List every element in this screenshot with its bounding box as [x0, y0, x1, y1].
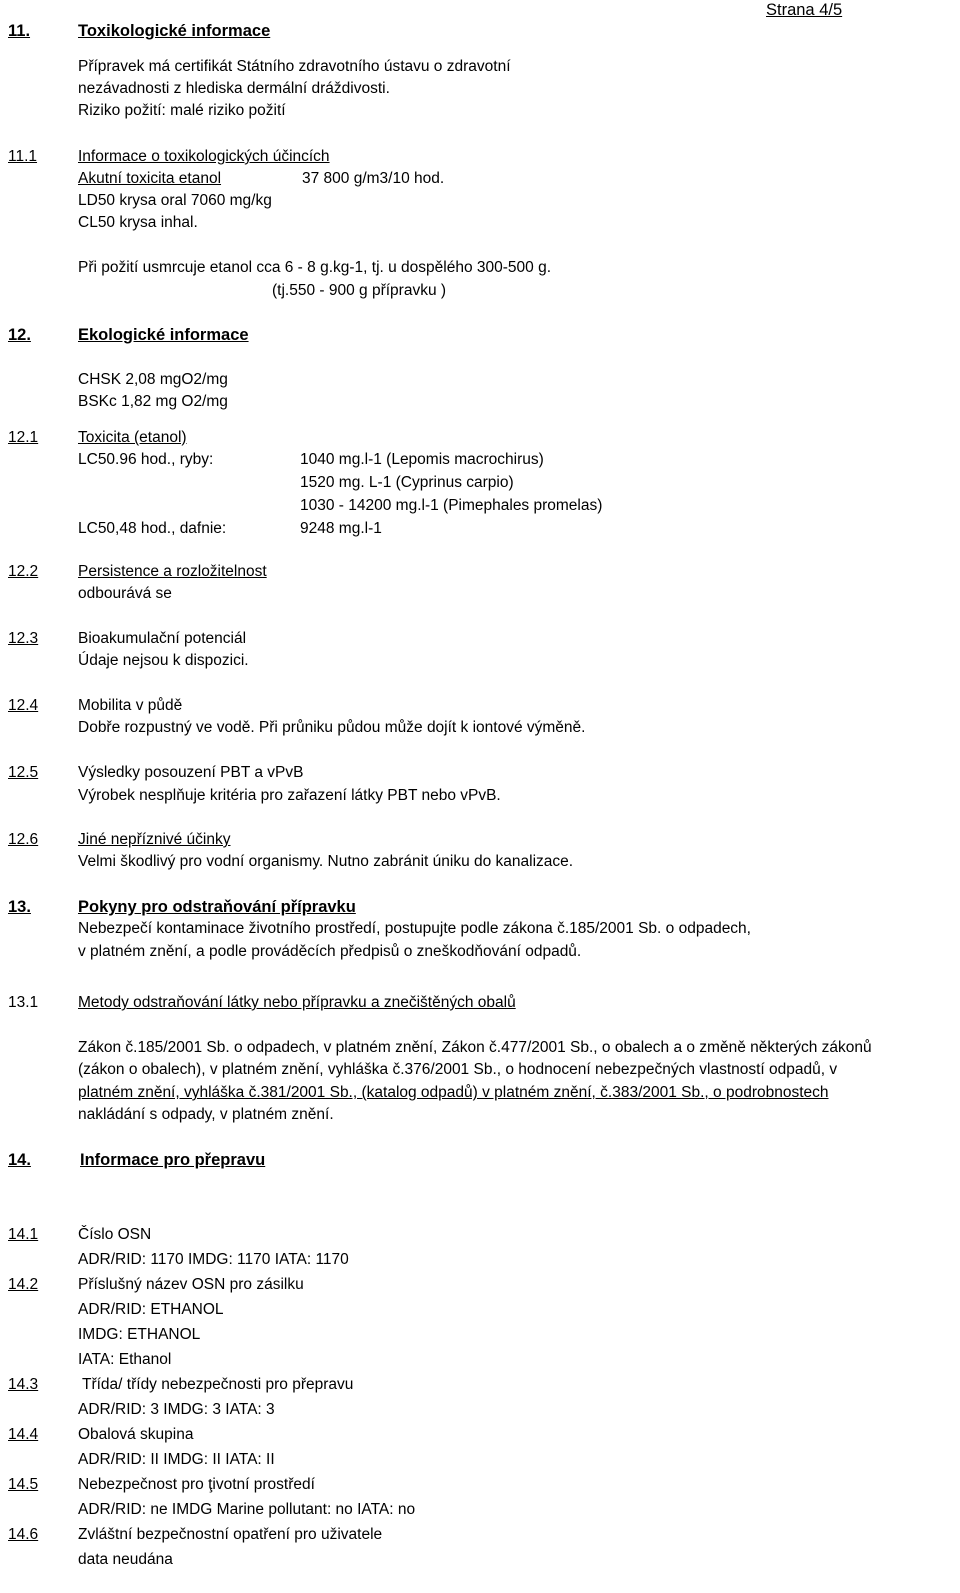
lc50-fish-value-3: 1030 - 14200 mg.l-1 (Pimephales promelas) — [300, 497, 603, 514]
subsection-14-1-number: 14.1 — [8, 1226, 39, 1243]
subsection-12-5-title: Výsledky posouzení PBT a vPvB — [78, 764, 304, 781]
acute-toxicity-label: Akutní toxicita etanol — [78, 170, 222, 187]
shipping-name-iata: IATA: Ethanol — [78, 1351, 172, 1368]
certificate-line-1: Přípravek má certifikát Státního zdravotního ústavu o zdravotní — [78, 58, 511, 75]
section-12-number: 12. — [8, 326, 31, 344]
subsection-14-6-title: Zvláštní bezpečnostní opatření pro uživatele — [78, 1526, 383, 1543]
subsection-12-4-title: Mobilita v půdě — [78, 697, 183, 714]
disposal-text-line-1: Nebezpečí kontaminace životního prostředí, postupujte podle zákona č.185/2001 Sb. o odpadech, — [78, 920, 751, 937]
subsection-12-2-title: Persistence a rozložitelnost — [78, 563, 267, 580]
lc50-fish-value-1: 1040 mg.l-1 (Lepomis macrochirus) — [300, 451, 544, 468]
subsection-12-1-number: 12.1 — [8, 429, 39, 446]
legislation-line-1: Zákon č.185/2001 Sb. o odpadech, v platném znění, Zákon č.477/2001 Sb., o obalech a o změně některých zákonů — [78, 1039, 872, 1056]
legislation-line-2: (zákon o obalech), v platném znění, vyhláška č.376/2001 Sb., o hodnocení nebezpečných vlastností odpadů, v — [78, 1061, 838, 1078]
subsection-12-5-number: 12.5 — [8, 764, 39, 781]
lc50-fish-value-2: 1520 mg. L-1 (Cyprinus carpio) — [300, 474, 514, 491]
subsection-12-6-text: Velmi škodlivý pro vodní organismy. Nutno zabránit úniku do kanalizace. — [78, 853, 574, 870]
ingestion-risk: Riziko požití: malé riziko požití — [78, 102, 286, 119]
section-12-title: Ekologické informace — [78, 326, 249, 344]
ld50-value: LD50 krysa oral 7060 mg/kg — [78, 192, 272, 209]
lethal-dose-line-1: Při požití usmrcuje etanol cca 6 - 8 g.kg-1, tj. u dospělého 300-500 g. — [78, 259, 552, 276]
subsection-12-3-title: Bioakumulační potenciál — [78, 630, 247, 647]
lc50-daphnia-value: 9248 mg.l-1 — [300, 520, 382, 537]
subsection-12-3-text: Údaje nejsou k dispozici. — [78, 652, 249, 669]
subsection-11-1-title: Informace o toxikologických účincích — [78, 148, 330, 165]
subsection-14-4-title: Obalová skupina — [78, 1426, 194, 1443]
page-number: Strana 4/5 — [766, 1, 843, 19]
disposal-text-line-2: v platném znění, a podle prováděcích předpisů o zneškodňování odpadů. — [78, 943, 582, 960]
subsection-14-3-text: ADR/RID: 3 IMDG: 3 IATA: 3 — [78, 1401, 275, 1418]
section-13-number: 13. — [8, 898, 31, 916]
subsection-12-3-number: 12.3 — [8, 630, 39, 647]
shipping-name-adr: ADR/RID: ETHANOL — [78, 1301, 224, 1318]
lethal-dose-line-2: (tj.550 - 900 g přípravku ) — [272, 282, 447, 299]
subsection-14-2-title: Příslušný název OSN pro zásilku — [78, 1276, 304, 1293]
subsection-14-6-text: data neudána — [78, 1551, 173, 1568]
chsk-value: CHSK 2,08 mgO2/mg — [78, 371, 228, 388]
subsection-12-1-title: Toxicita (etanol) — [78, 429, 187, 446]
section-11-number: 11. — [8, 22, 31, 40]
subsection-14-5-text: ADR/RID: ne IMDG Marine pollutant: no IATA: no — [78, 1501, 416, 1518]
subsection-14-3-number: 14.3 — [8, 1376, 39, 1393]
subsection-14-4-number: 14.4 — [8, 1426, 39, 1443]
shipping-name-imdg: IMDG: ETHANOL — [78, 1326, 201, 1343]
legislation-line-3: platném znění, vyhláška č.381/2001 Sb., (katalog odpadů) v platném znění, č.383/2001 Sb., o podrobnostech — [78, 1084, 829, 1101]
subsection-14-1-title: Číslo OSN — [78, 1226, 152, 1243]
subsection-12-4-text: Dobře rozpustný ve vodě. Při průniku půdou může dojít k iontové výměně. — [78, 719, 586, 736]
subsection-14-5-number: 14.5 — [8, 1476, 39, 1493]
cl50-value: CL50 krysa inhal. — [78, 214, 198, 231]
section-13-title: Pokyny pro odstraňování přípravku — [78, 898, 356, 916]
subsection-12-5-text: Výrobek nesplňuje kritéria pro zařazení látky PBT nebo vPvB. — [78, 787, 501, 804]
subsection-12-6-number: 12.6 — [8, 831, 39, 848]
legislation-line-4: nakládání s odpady, v platném znění. — [78, 1106, 334, 1123]
subsection-14-5-title: Nebezpečnost pro ţivotní prostředí — [78, 1476, 315, 1493]
subsection-14-4-text: ADR/RID: II IMDG: II IATA: II — [78, 1451, 275, 1468]
subsection-12-6-title: Jiné nepříznivé účinky — [78, 831, 231, 848]
section-14-number: 14. — [8, 1151, 31, 1169]
bskc-value: BSKc 1,82 mg O2/mg — [78, 393, 228, 410]
acute-toxicity-value: 37 800 g/m3/10 hod. — [302, 170, 445, 187]
subsection-14-2-number: 14.2 — [8, 1276, 39, 1293]
section-11-title: Toxikologické informace — [78, 22, 271, 40]
subsection-13-1-title: Metody odstraňování látky nebo přípravku a znečištěných obalů — [78, 994, 516, 1011]
subsection-12-2-text: odbourává se — [78, 585, 172, 602]
section-14-title: Informace pro přepravu — [80, 1151, 266, 1169]
subsection-14-3-title: Třída/ třídy nebezpečnosti pro přepravu — [82, 1376, 354, 1393]
lc50-daphnia-label: LC50,48 hod., dafnie: — [78, 520, 227, 537]
subsection-14-6-number: 14.6 — [8, 1526, 39, 1543]
subsection-14-1-text: ADR/RID: 1170 IMDG: 1170 IATA: 1170 — [78, 1251, 349, 1268]
lc50-fish-label: LC50.96 hod., ryby: — [78, 451, 214, 468]
certificate-line-2: nezávadnosti z hlediska dermální dráždivosti. — [78, 80, 390, 97]
subsection-12-4-number: 12.4 — [8, 697, 39, 714]
subsection-13-1-number: 13.1 — [8, 994, 39, 1011]
subsection-11-1-number: 11.1 — [8, 148, 38, 165]
subsection-12-2-number: 12.2 — [8, 563, 39, 580]
